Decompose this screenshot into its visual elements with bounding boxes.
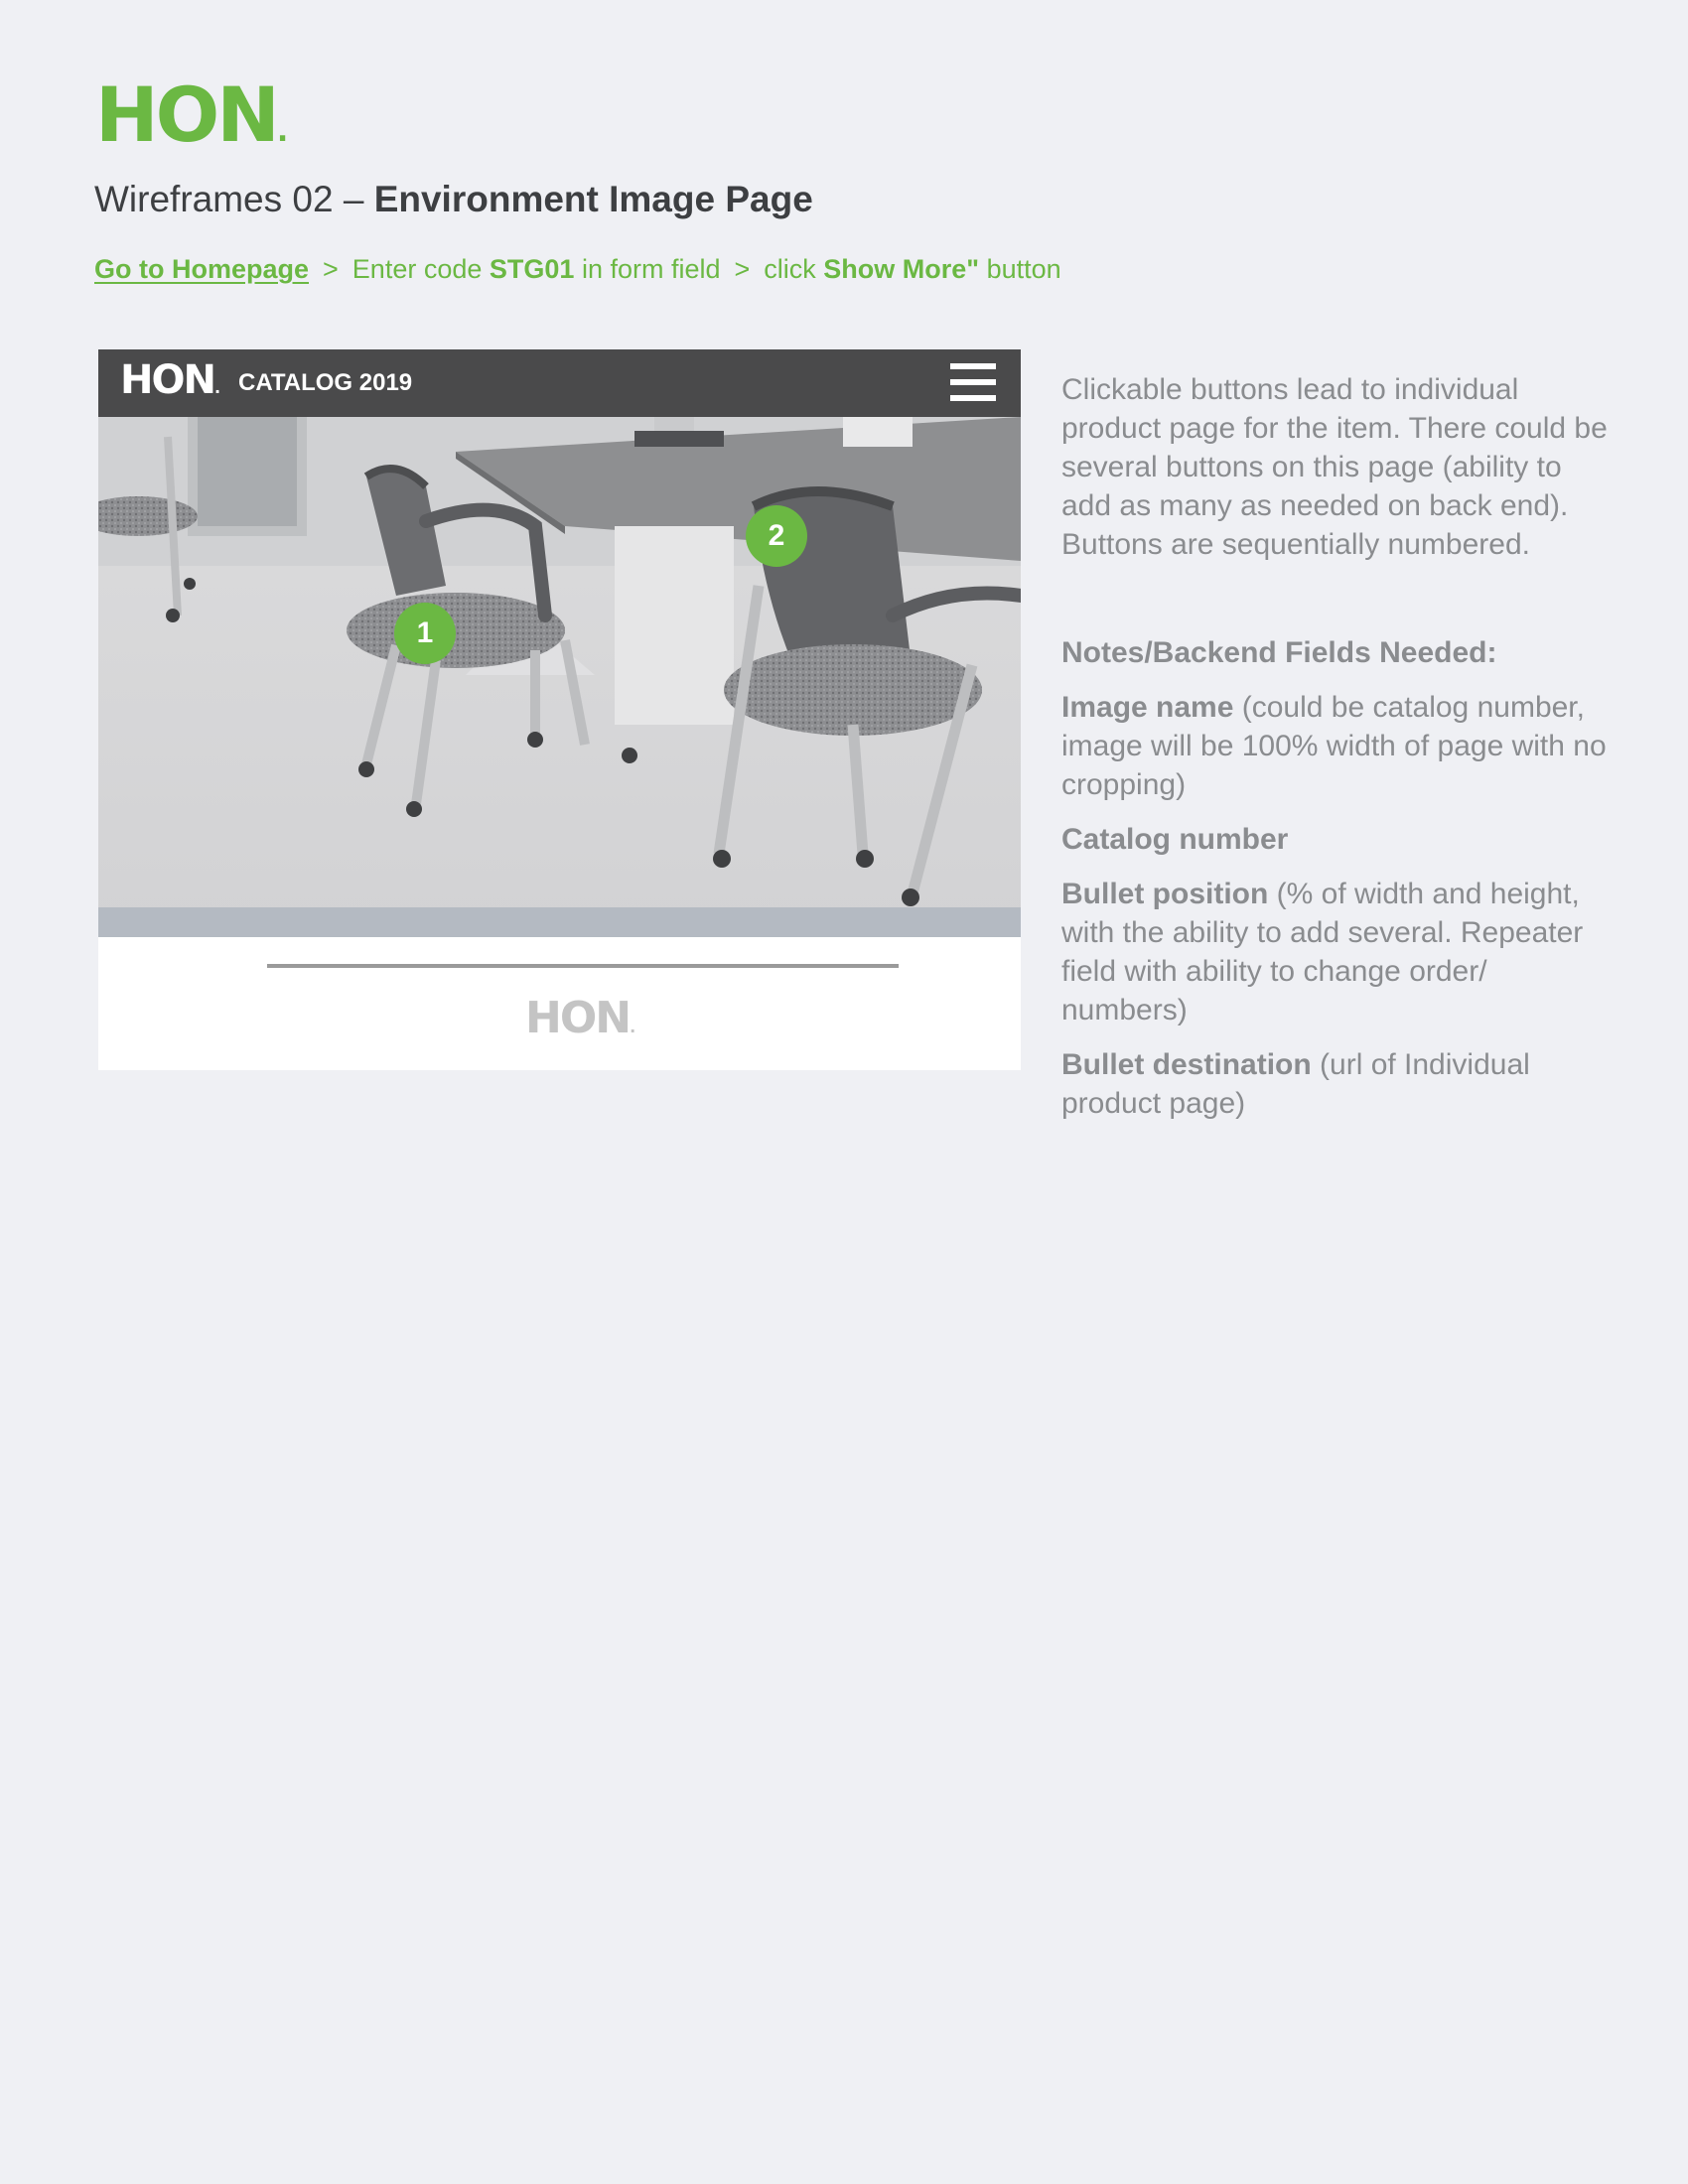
environment-image (98, 417, 1021, 937)
image-bottom-band (98, 907, 1021, 937)
breadcrumb-separator: > (734, 254, 751, 284)
field-image-name (1061, 688, 1618, 804)
hotspot-button-1[interactable]: 1 (394, 603, 456, 664)
hamburger-bar (950, 379, 996, 385)
brand-logo-text: HON (95, 70, 277, 159)
breadcrumb-step-3-suffix: button (979, 254, 1061, 284)
breadcrumb-show-more: Show More" (823, 254, 980, 284)
field-label: Bullet destination (1061, 1048, 1312, 1081)
go-to-homepage-link[interactable]: Go to Homepage (94, 254, 310, 284)
breadcrumb-separator: > (323, 254, 339, 284)
window-glass (198, 417, 297, 526)
notes-panel (1061, 370, 1618, 1139)
laptop (843, 417, 913, 447)
notes-intro: Clickable buttons lead to individual product page for the item. There could be several buttons on this page (ability to add as many as needed on back end). Buttons are sequentially numbered. (1061, 373, 1608, 561)
breadcrumb-step-2-suffix: in form field (574, 254, 721, 284)
catalog-title: CATALOG 2019 (238, 369, 413, 396)
field-bullet-destination (1061, 1045, 1618, 1123)
hamburger-icon[interactable] (950, 363, 996, 401)
breadcrumb-step-3-prefix: click (764, 254, 824, 284)
books-on-table (634, 431, 724, 447)
brand-logo-mark: . (276, 114, 289, 149)
hamburger-bar (950, 395, 996, 401)
field-bullet-position (1061, 875, 1618, 1029)
table-base (615, 526, 734, 725)
breadcrumb-step-2 (352, 254, 721, 284)
hamburger-bar (950, 363, 996, 369)
page-title-prefix: Wireframes 02 – (94, 179, 374, 219)
field-catalog-number (1061, 820, 1618, 859)
mockup-logo[interactable] (120, 357, 221, 403)
field-desc: (could be catalog number, image will be 100% width of page with no cropping) (1061, 691, 1607, 801)
environment-photo (98, 417, 1021, 937)
field-label: Catalog number (1061, 823, 1289, 856)
page-title-strong: Environment Image Page (373, 179, 813, 219)
brand-logo (95, 70, 289, 159)
field-desc: (url of Individual product page) (1061, 1048, 1530, 1120)
hotspot-button-2[interactable]: 2 (746, 505, 807, 567)
mockup-logo-text: HON (120, 357, 214, 403)
field-label: Image name (1061, 691, 1234, 724)
mockup-logo-mark: . (213, 378, 221, 397)
page-title (94, 179, 813, 220)
field-label: Bullet position (1061, 878, 1269, 910)
mobile-mockup (98, 349, 1021, 1070)
breadcrumb-step-2-prefix: Enter code (352, 254, 490, 284)
footer-logo-mark: . (630, 1018, 636, 1036)
mockup-header (98, 349, 1021, 417)
field-desc: (% of width and height, with the ability to add several. Repeater field with ability to change order/ numbers) (1061, 878, 1584, 1026)
breadcrumb (94, 254, 1061, 285)
breadcrumb-code: STG01 (489, 254, 575, 284)
notes-heading: Notes/Backend Fields Needed: (1061, 636, 1497, 669)
breadcrumb-step-3 (764, 254, 1060, 284)
footer-logo-text: HON (525, 993, 631, 1043)
footer-logo (525, 993, 636, 1043)
footer-divider (267, 964, 899, 968)
